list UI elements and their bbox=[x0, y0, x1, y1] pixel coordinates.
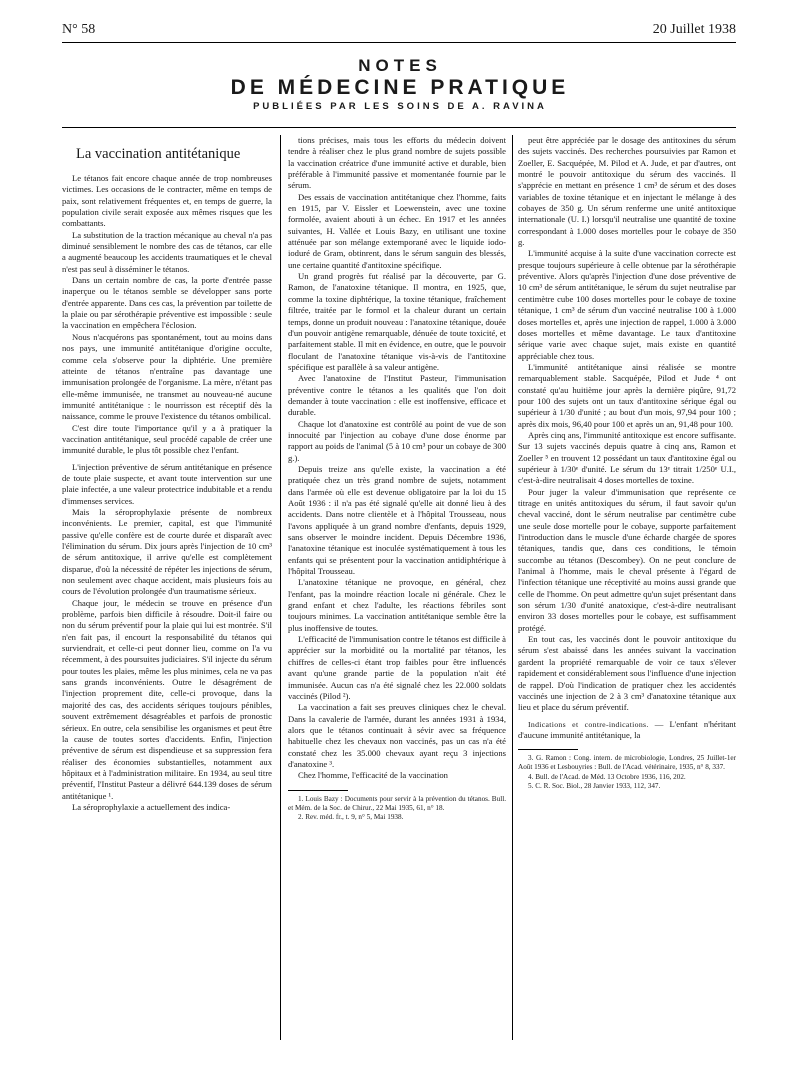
paragraph: Depuis treize ans qu'elle existe, la vaccination a été pratiquée chez un très grand nombre de sujets, notamment dans l'armée où elle est devenue obligatoire par la loi du 15 Août 1936 : il n'a pas été signalé qu'elle ait donné lieu à des accidents. Dans notre clientèle et à l'hôpital Trousseau, nous l'avons appliquée à un grand nombre d'enfants, depuis 1929, sans observer le moindre incident. Depuis Décembre 1936, l'anatoxine tétanique est inoculée systématiquement à tous les enfants qui se présentent pour la vaccination antidiphtérique à l'hôpital Trousseau. bbox=[288, 463, 506, 577]
paragraph: C'est dire toute l'importance qu'il y a à pratiquer la vaccination antitétanique, seul procédé capable de créer une immunité durable, le plus tôt possible chez l'enfant. bbox=[62, 422, 272, 456]
column-separator bbox=[512, 135, 513, 1040]
paragraph: L'immunité antitétanique ainsi réalisée se montre remarquablement stable. Sacquépée, Pilod et Jude ⁴ ont constaté qu'au huitième jour après la dernière piqûre, 91,72 pour 100 des sujets ont un taux d'antitoxine sérique égal ou supérieur à 1/30 d'unité ; au bout d'un mois, 97,94 pour 100 ; après dix mois, 96,40 pour 100 et après un an, 91,48 pour 100. bbox=[518, 361, 736, 429]
column-1 bbox=[62, 135, 272, 813]
masthead bbox=[0, 56, 800, 114]
masthead-line1: NOTES bbox=[358, 56, 442, 75]
paragraph: Pour juger la valeur d'immunisation que représente ce titrage en unités antitoxiques du sérum, il faut savoir qu'un cheval vacciné, dont le sérum neutralise par centimètre cube une seule dose mortelle pour le cobaye, supporte parfaitement l'introduction dans le muscle d'une écharde chargée de spores tétaniques, tandis que, dans ces conditions, le témoin succombe au tétanos (Descombey). On ne peut conclure de l'animal à l'homme, mais le cheval présente à l'égard de l'infection tétanique une réceptivité au moins aussi grande que celle de l'homme. On peut admettre qu'un sujet présentant dans son sérum 1/30 d'unité anatoxique, c'est-à-dire neutralisant environ 33 doses mortelles pour le cobaye, est suffisamment protégé. bbox=[518, 486, 736, 633]
paragraph: La substitution de la traction mécanique au cheval n'a pas diminué sensiblement le nombre des cas de tétanos, car elle a augmenté beaucoup les accidents traumatiques et le cheval n'est pas seul à disséminer le tétanos. bbox=[62, 229, 272, 274]
paragraph: peut être appréciée par le dosage des antitoxines du sérum des sujets vaccinés. Des recherches poursuivies par Ramon et Zoeller, E. Sacquépée, M. Pilod et A. Jude, et par d'autres, ont montré le pouvoir antitoxique du sérum des vaccinés. Il s'apprécie en mettant en présence 1 cm³ de sérum et des doses variables de toxine tétanique et en injectant le mélange à des cobayes de 350 g. Un sérum renferme une unité antitoxique internationale (U. I.) lorsqu'il neutralise une quantité de toxine correspondant à 1.000 doses mortelles pour le cobaye de 350 g. bbox=[518, 135, 736, 248]
indications-paragraph bbox=[518, 719, 736, 742]
section-text: — L'enfant n'héritant d'aucune immunité antitétanique, la bbox=[518, 718, 736, 740]
paragraph: L'efficacité de l'immunisation contre le tétanos est difficile à apprécier sur la morbidité ou la mortalité par tétanos, les chiffres de celles-ci étant trop faibles pour être influencés avant qu'une grande partie de la population n'ait été immunisée. Aucun cas n'a été signalé chez les 22.000 soldats vaccinés (Pilod ²). bbox=[288, 634, 506, 701]
column-2 bbox=[288, 135, 506, 822]
article-title: La vaccination antitétanique bbox=[76, 146, 241, 162]
paragraph: Mais la séroprophylaxie présente de nombreux inconvénients. Le premier, capital, est que l'immunité passive qu'elle confère est de courte durée et disparaît avec l'élimination du sérum. Dix jours après l'injection de 10 cm³ de sérum antitoxique, il arrive qu'elle est complètement disparue, d'où la nécessité de répéter les injections de sérum, non seulement avec chaque accident, mais plusieurs fois au cours de l'évolution prolongée d'un traumatisme sérieux. bbox=[62, 506, 272, 597]
footnote: 4. Bull. de l'Acad. de Méd. 13 Octobre 1936, 116, 202. bbox=[528, 772, 686, 781]
paragraph: Après cinq ans, l'immunité antitoxique est encore suffisante. Sur 13 sujets vaccinés depuis quatre à cinq ans, Ramon et Zoeller ⁵ en trouvent 12 possédant un taux d'antitoxine égal ou supérieur à 1/30ᵉ d'unité. Le sérum du 13ᵉ titrait 1/250ᵉ U.I., c'est-à-dire neutralisait 4 doses mortelles de toxine. bbox=[518, 429, 736, 486]
masthead-line3: PUBLIÉES PAR LES SOINS DE A. RAVINA bbox=[253, 101, 547, 112]
paragraph: Chez l'homme, l'efficacité de la vaccination bbox=[298, 770, 448, 781]
column-3 bbox=[518, 135, 736, 791]
column-separator bbox=[280, 135, 281, 1040]
paragraph: Nous n'acquérons pas spontanément, tout au moins dans nos pays, une immunité antitétanique d'origine occulte, comme cela s'observe pour la diphtérie. Une première atteinte de tétanos n'entraîne pas davantage une immunisation prolongée de l'organisme. La mère, n'étant pas elle-même immunisée, ne transmet au nouveau-né aucune immunité antitétanique : le nourrisson est réceptif dès la naissance, comme le prouve l'existence du tétanos ombilical. bbox=[62, 331, 272, 422]
section-heading: Indications et contre-indications. bbox=[528, 719, 649, 729]
paragraph: Avec l'anatoxine de l'Institut Pasteur, l'immunisation préventive contre le tétanos a les qualités que l'on doit demander à toute vaccination : elle est inoffensive, efficace et durable. bbox=[288, 373, 506, 418]
paragraph: Le tétanos fait encore chaque année de trop nombreuses victimes. Les occasions de le contracter, même en temps de paix, sont relativement fréquentes et, en temps de guerre, la population civile serait exposée aux mêmes risques que les combattants. bbox=[62, 173, 272, 229]
footnote: 3. G. Ramon : Cong. intern. de microbiologie, Londres, 25 Juillet-1er Août 1936 et Lesbouyries : Bull. de l'Acad. vétérinaire, 1935, n° 8, 337. bbox=[518, 754, 736, 772]
paragraph: tions précises, mais tous les efforts du médecin doivent tendre à réaliser chez le plus grand nombre de sujets possible la vaccination créatrice d'une immunité active et durable, bien préférable à l'immunité passive et momentanée fournie par le sérum. bbox=[288, 135, 506, 191]
paragraph: La vaccination a fait ses preuves cliniques chez le cheval. Dans la cavalerie de l'armée, durant les années 1931 à 1934, alors que le tétanos continuait à sévir avec sa fréquence habituelle chez les chevaux non vaccinés, pas un cas n'a été constaté chez les 35.000 chevaux ayant reçu 3 injections d'anatoxine ³. bbox=[288, 702, 506, 769]
footnote: 1. Louis Bazy : Documents pour servir à la prévention du tétanos. Bull. et Mém. de la Soc. de Chirur., 22 Mai 1935, 61, n° 18. bbox=[288, 794, 506, 812]
paragraph: La séroprophylaxie a actuellement des indica- bbox=[72, 801, 231, 812]
footnote-rule bbox=[518, 749, 578, 750]
paragraph: L'anatoxine tétanique ne provoque, en général, chez l'enfant, pas la moindre réaction locale ni générale. Chez le grand enfant et chez l'adulte, les réactions fébriles sont toujours minimes. La vaccination antitétanique semble être la plus inoffensive de toutes. bbox=[288, 577, 506, 633]
footnote: 2. Rev. méd. fr., t. 9, n° 5, Mai 1938. bbox=[298, 813, 404, 821]
paragraph: Des essais de vaccination antitétanique chez l'homme, faits en 1915, par V. Eissler et Loewenstein, avec une toxine formolée, avaient abouti à un échec. En 1917 et les années suivantes, H. Vallée et Louis Bazy, en utilisant une toxine atténuée par son mélange extemporané avec le liquide iodo-ioduré de Gram, obtinrent, dans le sérum sanguin des blessés, une certaine quantité d'antitoxine spécifique. bbox=[288, 191, 506, 270]
paragraph: L'injection préventive de sérum antitétanique en présence de toute plaie suspecte, et avant toute intervention sur une plaie infectée, a une valeur protectrice indubitable et a rendu d'immenses services. bbox=[62, 461, 272, 506]
issue-date: 20 Juillet 1938 bbox=[652, 22, 736, 37]
masthead-line2: DE MÉDECINE PRATIQUE bbox=[230, 76, 570, 99]
paragraph: L'immunité acquise à la suite d'une vaccination correcte est presque toujours supérieure à celle obtenue par la sérothérapie préventive. Alors qu'après l'injection d'une dose préventive de 10 cm³ de sérum antitétanique, le sérum du sujet neutralise par centimètre cube 100 doses mortelles pour le cobaye de toxine tétanique, 1 cm³ de sérum d'un vacciné neutralise 100 à 1.000 doses mortelles et, après une injection de rappel, 1.000 à 3.000 doses mortelles et même davantage. Le taux d'antitoxine sérique varie avec chaque sujet, mais existe en quantité appréciable chez tous. bbox=[518, 248, 736, 361]
paragraph: Chaque lot d'anatoxine est contrôlé au point de vue de son innocuité par l'injection au cobaye d'une dose énorme par rapport au poids de l'animal (5 à 10 cm³ pour un cobaye de 300 g.). bbox=[288, 418, 506, 463]
paragraph: Dans un certain nombre de cas, la porte d'entrée passe inaperçue ou le tétanos semble se développer sans porte d'entrée apparente. Dans ces cas, la prévention par toilette de la plaie ou par sérothérapie préventive est impossible : seule la vaccination en empêchera l'éclosion. bbox=[62, 275, 272, 331]
masthead-rule bbox=[62, 127, 736, 128]
paragraph: Un grand progrès fut réalisé par la découverte, par G. Ramon, de l'anatoxine tétanique. Il montra, en 1925, que, comme la toxine diphtérique, la toxine tétanique, fraîchement filtrée, traitée par le formol et la chaleur durant un certain temps, donne un produit nouveau : l'anatoxine tétanique, douée d'un pouvoir antigène remarquable, dénuée de toute toxicité, et parfaitement stable. Il mit en évidence, en outre, que le pouvoir floculant de l'anatoxine tétanique vis-à-vis de l'antitoxine spécifique est parallèle à sa valeur antigène. bbox=[288, 271, 506, 372]
paragraph: En tout cas, les vaccinés dont le pouvoir antitoxique du sérum s'est abaissé dans les années suivant la vaccination gardent la propriété remarquable de voir ce taux s'élever rapidement et considérablement sous l'influence d'une injection de rappel. D'où l'indication de pratiquer chez les accidentés vaccinés une injection de 2 à 3 cm³ d'anatoxine tétanique aux lieu et place du sérum préventif. bbox=[518, 634, 736, 713]
paragraph: Chaque jour, le médecin se trouve en présence d'un problème, parfois bien difficile à résoudre. Doit-il faire ou non du sérum préventif pour la plaie qui lui est montrée. S'il n'en fait pas, il encourt la responsabilité du tétanos qui surviendrait, et celle-ci peut donner lieu, comme on l'a vu récemment, à des poursuites judiciaires. S'il injecte du sérum pour toutes les plaies, même les plus minimes, cela ne va pas sans grands inconvénients. Outre le désagrément de l'injection proprement dite, celle-ci provoque, dans la majorité des cas, des accidents sériques toujours pénibles, souvent extrêmement désagréables et parfois de pronostic sérieux. En outre, cela sensibilise les organismes et peut être la cause de toutes sortes d'accidents. Enfin, l'injection préventive de sérum est dispendieuse et sa suppression fera réaliser des économies substantielles, notamment aux hôpitaux et à l'administration militaire. En 1934, au seul titre préventif, l'Institut Pasteur a délivré 644.139 doses de sérum antitétanique ¹. bbox=[62, 597, 272, 801]
footnote-rule bbox=[288, 790, 348, 791]
header-rule bbox=[62, 42, 736, 43]
issue-number: N° 58 bbox=[62, 22, 96, 37]
footnote: 5. C. R. Soc. Biol., 28 Janvier 1933, 112, 347. bbox=[528, 781, 661, 790]
